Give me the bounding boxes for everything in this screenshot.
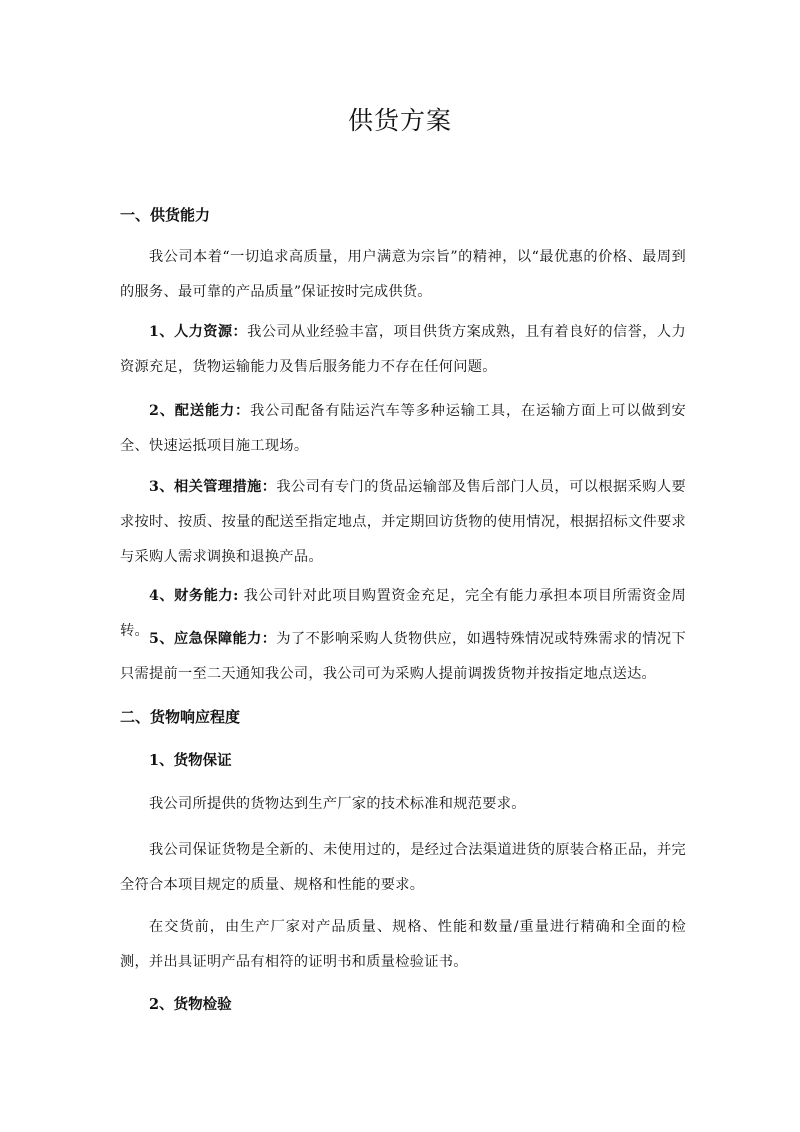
item-label: 3、相关管理措施： (149, 479, 277, 495)
item-human-resources (120, 315, 686, 385)
item-label: 4、财务能力: (149, 588, 239, 604)
item-emergency-capability (120, 622, 686, 692)
item-label: 1、人力资源： (149, 324, 248, 340)
item-text: 为了不影响采购人货物供应，如遇特殊情况或特殊需求的情况下只需提前一至二天通知我公司，我公司可为采购人提前调拨货物并按指定地点送达。 (120, 631, 686, 682)
subsection-heading-goods-guarantee: 1、货物保证 (149, 752, 232, 769)
item-text: 我公司有专门的货品运输部及售后部门人员，可以根据采购人要求按时、按质、按量的配送至指定地点，并定期回访货物的使用情况，根据招标文件要求与采购人需求调换和退换产品。 (120, 479, 686, 565)
item-text: 我公司针对此项目购置资金充足，完全有能力承担本项目所需资金周转。 (120, 588, 686, 639)
guarantee-paragraph-1: 我公司所提供的货物达到生产厂家的技术标准和规范要求。 (149, 796, 526, 812)
item-label: 2、配送能力： (149, 403, 251, 419)
item-management-measures (120, 470, 686, 575)
intro-paragraph: 我公司本着“一切追求高质量，用户满意为宗旨”的精神，以“最优惠的价格、最周到的服务、最可靠的产品质量”保证按时完成供货。 (120, 249, 686, 300)
section-heading-supply-capability: 一、供货能力 (120, 206, 211, 224)
item-delivery-capability (120, 394, 686, 464)
page-title: 供货方案 (347, 106, 452, 135)
item-text: 我公司从业经验丰富，项目供货方案成熟，且有着良好的信誉，人力资源充足，货物运输能力及售后服务能力不存在任何问题。 (120, 324, 686, 375)
item-label: 5、应急保障能力： (149, 631, 277, 647)
guarantee-paragraph-3: 在交货前，由生产厂家对产品质量、规格、性能和数量/重量进行精确和全面的检测，并出具证明产品有相符的证明书和质量检验证书。 (120, 919, 686, 970)
section-heading-goods-response: 二、货物响应程度 (120, 708, 241, 726)
subsection-heading-goods-inspection: 2、货物检验 (149, 996, 232, 1013)
guarantee-paragraph-2: 我公司保证货物是全新的、未使用过的，是经过合法渠道进货的原装合格正品，并完全符合本项目规定的质量、规格和性能的要求。 (120, 842, 686, 893)
item-text: 我公司配备有陆运汽车等多种运输工具，在运输方面上可以做到安全、快速运抵项目施工现场。 (120, 403, 687, 454)
